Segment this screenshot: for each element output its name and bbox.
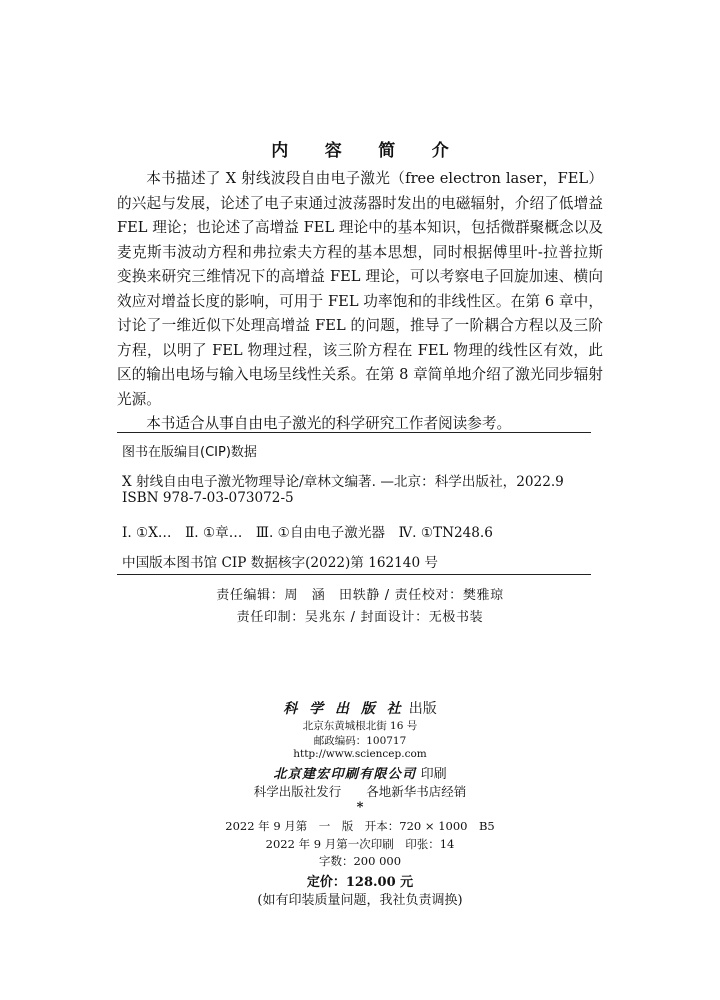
printer-name: 北京建宏印刷有限公司: [273, 767, 417, 782]
cip-record-number: 中国版本图书馆 CIP 数据核字(2022)第 162140 号: [122, 555, 439, 571]
section-title: 内 容 简 介: [271, 141, 465, 161]
distribution-line: 科学出版社发行 各地新华书店经销: [253, 784, 467, 799]
publisher-suffix: 出版: [408, 701, 437, 717]
publisher-postcode: 邮政编码：100717: [313, 735, 407, 747]
abstract-paragraph-1: 本书描述了 X 射线波段自由电子激光（free electron laser，FEL）的兴起与发展，论述了电子束通过波荡器时发出的电磁辐射，介绍了低增益 FEL 理论；也论述了高增益 FEL 理论中的基本知识，包括微群聚概念以及麦克斯韦波动方程和弗拉索夫方程的基本思想，同时根据傅里叶-拉普拉斯变换来研究三维情况下的高增益 FEL 理论，可以考察电子回旋加速、横向效应对增益长度的影响，可用于 FEL 功率饱和的非线性区。在第 6 章中，讨论了一维近似下处理高增益 FEL 的问题，推导了一阶耦合方程以及三阶方程，以明了 FEL 物理过程，该三阶方程在 FEL 物理的线性区有效，此区的输出电场与输入电场呈线性关系。在第 8 章简单地介绍了激光同步辐射光源。: [117, 170, 603, 408]
cip-title-line: X 射线自由电子激光物理导论/章林文编著. —北京：科学出版社，2022.9: [122, 474, 564, 490]
publisher-url: http://www.sciencep.com: [293, 748, 427, 760]
production-credits: 责任印制：吴兆东 / 封面设计：无极书装: [236, 610, 484, 625]
printer-suffix: 印刷: [420, 767, 447, 782]
cip-top-rule: [117, 432, 591, 433]
cip-block: [122, 441, 592, 569]
separator-star: *: [356, 800, 364, 815]
cip-bottom-rule: [117, 574, 591, 575]
printer-line: [0, 763, 720, 782]
cip-classification: Ⅰ. ①X… Ⅱ. ①章… Ⅲ. ①自由电子激光器 Ⅳ. ①TN248.6: [122, 525, 493, 541]
abstract: [117, 167, 603, 437]
publisher-name: 科 学 出 版 社: [283, 701, 405, 717]
word-count: 字数：200 000: [318, 854, 402, 868]
cip-isbn: ISBN 978-7-03-073072-5: [122, 490, 294, 506]
cip-heading: 图书在版编目(CIP)数据: [122, 445, 257, 460]
editor-credits: 责任编辑：周 涵 田轶静 / 责任校对：樊雅琼: [216, 588, 504, 603]
publisher-line: [0, 698, 720, 718]
abstract-paragraph-2: 本书适合从事自由电子激光的科学研究工作者阅读参考。: [146, 415, 512, 432]
printing-line: 2022 年 9 月第一次印刷 印张：14: [265, 837, 455, 851]
publisher-address: 北京东黄城根北街 16 号: [302, 720, 418, 732]
price: 定价：128.00 元: [306, 875, 414, 890]
quality-notice: (如有印装质量问题，我社负责调换): [257, 893, 463, 908]
edition-line: 2022 年 9 月第 一 版 开本：720 × 1000 B5: [225, 819, 495, 833]
